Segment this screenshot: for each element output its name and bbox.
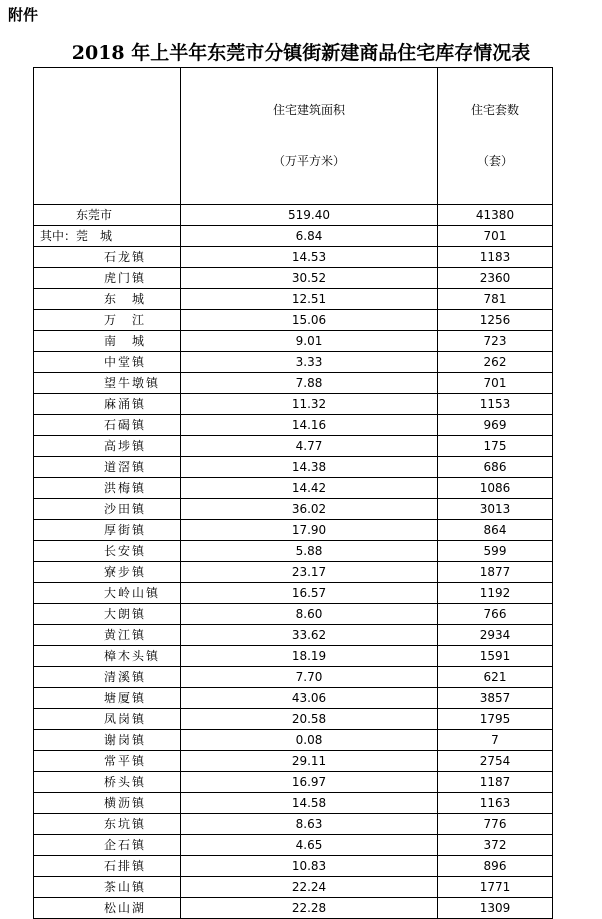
district-cell — [34, 331, 181, 352]
units-cell: 1256 — [438, 310, 553, 331]
district-cell — [34, 541, 181, 562]
district-name: 清溪镇 — [104, 670, 147, 684]
table-row — [34, 583, 553, 604]
inventory-table — [33, 67, 553, 919]
table-row — [34, 856, 553, 877]
district-cell — [34, 646, 181, 667]
district-cell — [34, 478, 181, 499]
area-cell: 30.52 — [181, 268, 438, 289]
district-name: 麻涌镇 — [104, 397, 147, 411]
district-name: 石排镇 — [104, 859, 147, 873]
units-cell: 621 — [438, 667, 553, 688]
units-cell: 1591 — [438, 646, 553, 667]
area-cell: 23.17 — [181, 562, 438, 583]
area-cell: 15.06 — [181, 310, 438, 331]
district-cell — [34, 688, 181, 709]
units-cell: 1877 — [438, 562, 553, 583]
district-cell — [34, 268, 181, 289]
area-cell: 16.97 — [181, 772, 438, 793]
units-cell: 3857 — [438, 688, 553, 709]
district-name: 沙田镇 — [104, 502, 147, 516]
area-cell: 7.70 — [181, 667, 438, 688]
page-title: 2018 年上半年东莞市分镇街新建商品住宅库存情况表 — [71, 42, 531, 64]
district-cell — [34, 667, 181, 688]
district-cell — [34, 415, 181, 436]
units-cell: 766 — [438, 604, 553, 625]
table-row — [34, 541, 553, 562]
area-cell: 10.83 — [181, 856, 438, 877]
district-name: 横沥镇 — [104, 796, 147, 810]
district-cell — [34, 562, 181, 583]
district-cell — [34, 730, 181, 751]
district-cell — [34, 772, 181, 793]
units-cell: 969 — [438, 415, 553, 436]
district-name: 洪梅镇 — [104, 481, 147, 495]
header-area-title: 住宅建筑面积 — [272, 103, 345, 117]
district-name: 东 城 — [104, 292, 147, 306]
table-body — [34, 205, 553, 919]
district-name: 塘厦镇 — [104, 691, 147, 705]
area-cell: 9.01 — [181, 331, 438, 352]
district-cell — [34, 898, 181, 919]
district-cell — [34, 373, 181, 394]
table-row — [34, 604, 553, 625]
district-name: 黄江镇 — [104, 628, 147, 642]
area-cell: 519.40 — [181, 205, 438, 226]
area-cell: 4.77 — [181, 436, 438, 457]
district-name: 石碣镇 — [104, 418, 147, 432]
area-cell: 14.38 — [181, 457, 438, 478]
area-cell: 43.06 — [181, 688, 438, 709]
area-cell: 33.62 — [181, 625, 438, 646]
district-name: 东莞市 — [76, 208, 113, 222]
area-cell: 5.88 — [181, 541, 438, 562]
table-row — [34, 352, 553, 373]
header-row — [34, 68, 553, 205]
district-name: 大朗镇 — [104, 607, 147, 621]
area-cell: 3.33 — [181, 352, 438, 373]
table-row — [34, 625, 553, 646]
units-cell: 599 — [438, 541, 553, 562]
district-cell — [34, 310, 181, 331]
table-row — [34, 226, 553, 247]
district-name: 厚街镇 — [104, 523, 147, 537]
table-row — [34, 289, 553, 310]
units-cell: 781 — [438, 289, 553, 310]
table-row — [34, 709, 553, 730]
district-name: 虎门镇 — [104, 271, 147, 285]
district-name: 其中：莞 城 — [40, 229, 113, 243]
district-cell — [34, 520, 181, 541]
units-cell: 2360 — [438, 268, 553, 289]
units-cell: 2934 — [438, 625, 553, 646]
district-cell — [34, 226, 181, 247]
area-cell: 14.53 — [181, 247, 438, 268]
header-units-title: 住宅套数 — [470, 103, 519, 117]
table-row — [34, 835, 553, 856]
table-header — [34, 68, 553, 205]
district-cell — [34, 835, 181, 856]
area-cell: 14.42 — [181, 478, 438, 499]
district-cell — [34, 247, 181, 268]
area-cell: 22.28 — [181, 898, 438, 919]
units-cell: 1153 — [438, 394, 553, 415]
units-cell: 864 — [438, 520, 553, 541]
table-row — [34, 520, 553, 541]
district-cell — [34, 751, 181, 772]
district-name: 谢岗镇 — [104, 733, 147, 747]
area-cell: 29.11 — [181, 751, 438, 772]
table-row — [34, 373, 553, 394]
table-row — [34, 247, 553, 268]
district-name: 南 城 — [104, 334, 147, 348]
header-area-unit: （万平方米） — [272, 154, 345, 168]
area-cell: 36.02 — [181, 499, 438, 520]
district-cell — [34, 814, 181, 835]
table-row — [34, 646, 553, 667]
table-row — [34, 394, 553, 415]
units-cell: 372 — [438, 835, 553, 856]
header-area — [181, 68, 438, 205]
table-row — [34, 310, 553, 331]
area-cell: 20.58 — [181, 709, 438, 730]
table-row — [34, 688, 553, 709]
area-cell: 17.90 — [181, 520, 438, 541]
table-row — [34, 436, 553, 457]
area-cell: 16.57 — [181, 583, 438, 604]
table-row — [34, 268, 553, 289]
district-name: 松山湖 — [104, 901, 147, 915]
table-row — [34, 205, 553, 226]
units-cell: 1163 — [438, 793, 553, 814]
district-name: 中堂镇 — [104, 355, 147, 369]
area-cell: 11.32 — [181, 394, 438, 415]
units-cell: 1795 — [438, 709, 553, 730]
units-cell: 1771 — [438, 877, 553, 898]
attachment-label: 附件 — [8, 6, 39, 24]
units-cell: 175 — [438, 436, 553, 457]
table-row — [34, 730, 553, 751]
district-cell — [34, 352, 181, 373]
units-cell: 1187 — [438, 772, 553, 793]
district-name: 桥头镇 — [104, 775, 147, 789]
units-cell: 776 — [438, 814, 553, 835]
area-cell: 18.19 — [181, 646, 438, 667]
district-name: 茶山镇 — [104, 880, 147, 894]
table-row — [34, 415, 553, 436]
units-cell: 3013 — [438, 499, 553, 520]
district-name: 樟木头镇 — [104, 649, 161, 663]
table-row — [34, 898, 553, 919]
district-name: 寮步镇 — [104, 565, 147, 579]
table-row — [34, 562, 553, 583]
district-cell — [34, 499, 181, 520]
header-units — [438, 68, 553, 205]
units-cell: 1183 — [438, 247, 553, 268]
district-cell — [34, 604, 181, 625]
district-name: 望牛墩镇 — [104, 376, 161, 390]
district-cell — [34, 856, 181, 877]
district-name: 常平镇 — [104, 754, 147, 768]
units-cell: 701 — [438, 226, 553, 247]
district-cell — [34, 289, 181, 310]
district-name: 高埗镇 — [104, 439, 147, 453]
table-row — [34, 478, 553, 499]
district-name: 凤岗镇 — [104, 712, 147, 726]
area-cell: 8.60 — [181, 604, 438, 625]
area-cell: 22.24 — [181, 877, 438, 898]
area-cell: 6.84 — [181, 226, 438, 247]
table-row — [34, 793, 553, 814]
units-cell: 7 — [438, 730, 553, 751]
units-cell: 723 — [438, 331, 553, 352]
table-row — [34, 814, 553, 835]
area-cell: 8.63 — [181, 814, 438, 835]
table-row — [34, 457, 553, 478]
table-row — [34, 499, 553, 520]
district-name: 长安镇 — [104, 544, 147, 558]
area-cell: 7.88 — [181, 373, 438, 394]
units-cell: 1192 — [438, 583, 553, 604]
district-name: 道滘镇 — [104, 460, 147, 474]
district-cell — [34, 436, 181, 457]
units-cell: 896 — [438, 856, 553, 877]
district-cell — [34, 394, 181, 415]
header-district — [34, 68, 181, 205]
area-cell: 14.16 — [181, 415, 438, 436]
units-cell: 1086 — [438, 478, 553, 499]
units-cell: 701 — [438, 373, 553, 394]
units-cell: 1309 — [438, 898, 553, 919]
district-name: 东坑镇 — [104, 817, 147, 831]
district-cell — [34, 709, 181, 730]
area-cell: 12.51 — [181, 289, 438, 310]
table-row — [34, 772, 553, 793]
area-cell: 0.08 — [181, 730, 438, 751]
district-name: 石龙镇 — [104, 250, 147, 264]
district-cell — [34, 793, 181, 814]
district-name: 企石镇 — [104, 838, 147, 852]
district-cell — [34, 205, 181, 226]
units-cell: 686 — [438, 457, 553, 478]
table-row — [34, 751, 553, 772]
units-cell: 2754 — [438, 751, 553, 772]
district-cell — [34, 625, 181, 646]
district-cell — [34, 877, 181, 898]
district-cell — [34, 457, 181, 478]
area-cell: 14.58 — [181, 793, 438, 814]
table-row — [34, 877, 553, 898]
units-cell: 262 — [438, 352, 553, 373]
district-name: 大岭山镇 — [104, 586, 161, 600]
units-cell: 41380 — [438, 205, 553, 226]
area-cell: 4.65 — [181, 835, 438, 856]
district-name: 万 江 — [104, 313, 147, 327]
table-row — [34, 667, 553, 688]
district-cell — [34, 583, 181, 604]
table-row — [34, 331, 553, 352]
header-units-unit: （套） — [476, 154, 513, 168]
